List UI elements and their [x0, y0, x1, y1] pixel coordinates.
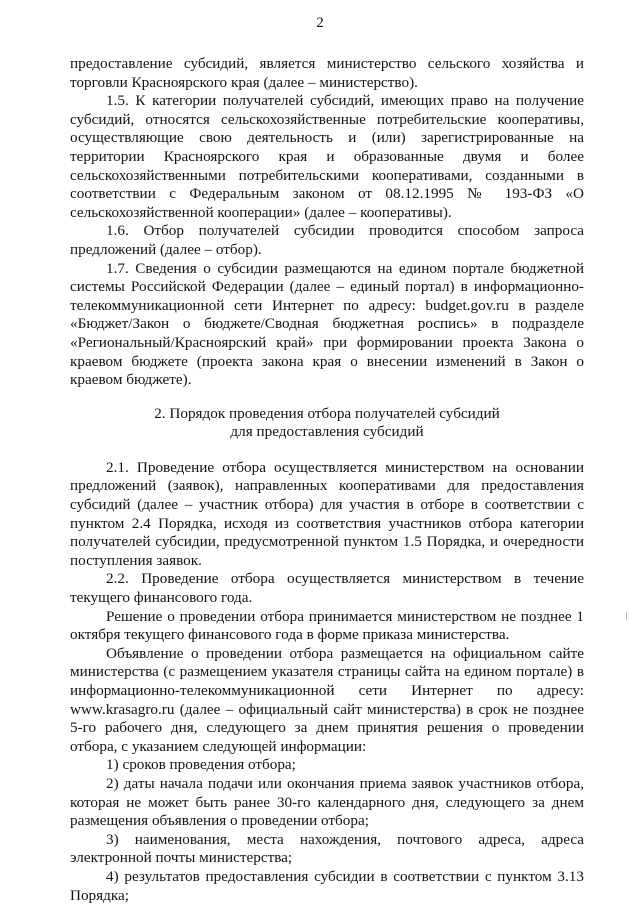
- paragraph-1-7: 1.7. Сведения о субсидии размещаются на едином портале бюджетной системы Российской Федерации (далее – единый портал) в информационно-телекоммуникационной сети Интернет по адресу: budget.gov.ru в разделе «Бюджет/Закон о бюджете/Сводная бюджетная роспись» в подразделе «Региональный/Красноярский край» при формировании проекта Закона о краевом бюджете (проекта закона края о внесении изменений в Закон о краевом бюджете).: [70, 259, 584, 389]
- list-item-4: 4) результатов предоставления субсидии в соответствии с пунктом 3.13 Порядка;: [70, 867, 584, 904]
- list-item-1: 1) сроков проведения отбора;: [106, 756, 296, 774]
- page-number: 2: [316, 15, 324, 31]
- list-item-2: 2) даты начала подачи или окончания приема заявок участников отбора, которая не может быть ранее 30-го календарного дня, следующего за днем размещения объявления о проведении отбора;: [70, 774, 584, 830]
- paragraph-1-5: 1.5. К категории получателей субсидий, имеющих право на получение субсидий, относятся сельскохозяйственные потребительские кооперативы, осуществляющие свою деятельность и (или) зарегистрированные на территории Красноярского края и образованные двумя и более сельскохозяйственными потребительскими кооперативами, созданными в соответствии с Федеральным законом от 08.12.1995 № 193-ФЗ «О сельскохозяйственной кооперации» (далее – кооперативы).: [70, 92, 584, 221]
- section-heading-line-2: для предоставления субсидий: [230, 423, 424, 441]
- paragraph-2-2: 2.2. Проведение отбора осуществляется министерством в течение текущего финансового года.: [70, 570, 584, 607]
- section-heading: [70, 405, 584, 442]
- paragraph-1-6: 1.6. Отбор получателей субсидии проводится способом запроса предложений (далее – отбор).: [70, 222, 584, 258]
- list-item-3: 3) наименования, места нахождения, почтового адреса, адреса электронной почты министерства;: [70, 830, 584, 867]
- paragraph-2-1: 2.1. Проведение отбора осуществляется министерством на основании предложений (заявок), направленных кооперативами для предоставления субсидий (далее – участник отбора) для участия в отборе в соответствии с пунктом 2.4 Порядка, исходя из соответствия участников отбора категории получателей субсидии, предусмотренной пунктом 1.5 Порядка, и очередности поступления заявок.: [70, 458, 584, 569]
- document-body: [70, 55, 584, 905]
- paragraph-announcement: Объявление о проведении отбора размещается на официальном сайте министерства (с размещением указателя страницы сайта на едином портале) в информационно-телекоммуникационной сети Интернет по адресу: www.krasagro.ru (далее – официальный сайт министерства) в срок не позднее 5-го рабочего дня, следующего за днем принятия решения о проведении отбора, с указанием следующей информации:: [70, 644, 584, 755]
- paragraph-continuation: предоставление субсидий, является министерство сельского хозяйства и торговли Красноярского края (далее – министерство).: [70, 55, 584, 91]
- paragraph-decision: Решение о проведении отбора принимается министерством не позднее 1 октября текущего финансового года в форме приказа министерства.: [70, 607, 584, 644]
- section-heading-line-1: 2. Порядок проведения отбора получателей субсидий: [154, 404, 500, 422]
- scan-margin-mark: [626, 612, 627, 620]
